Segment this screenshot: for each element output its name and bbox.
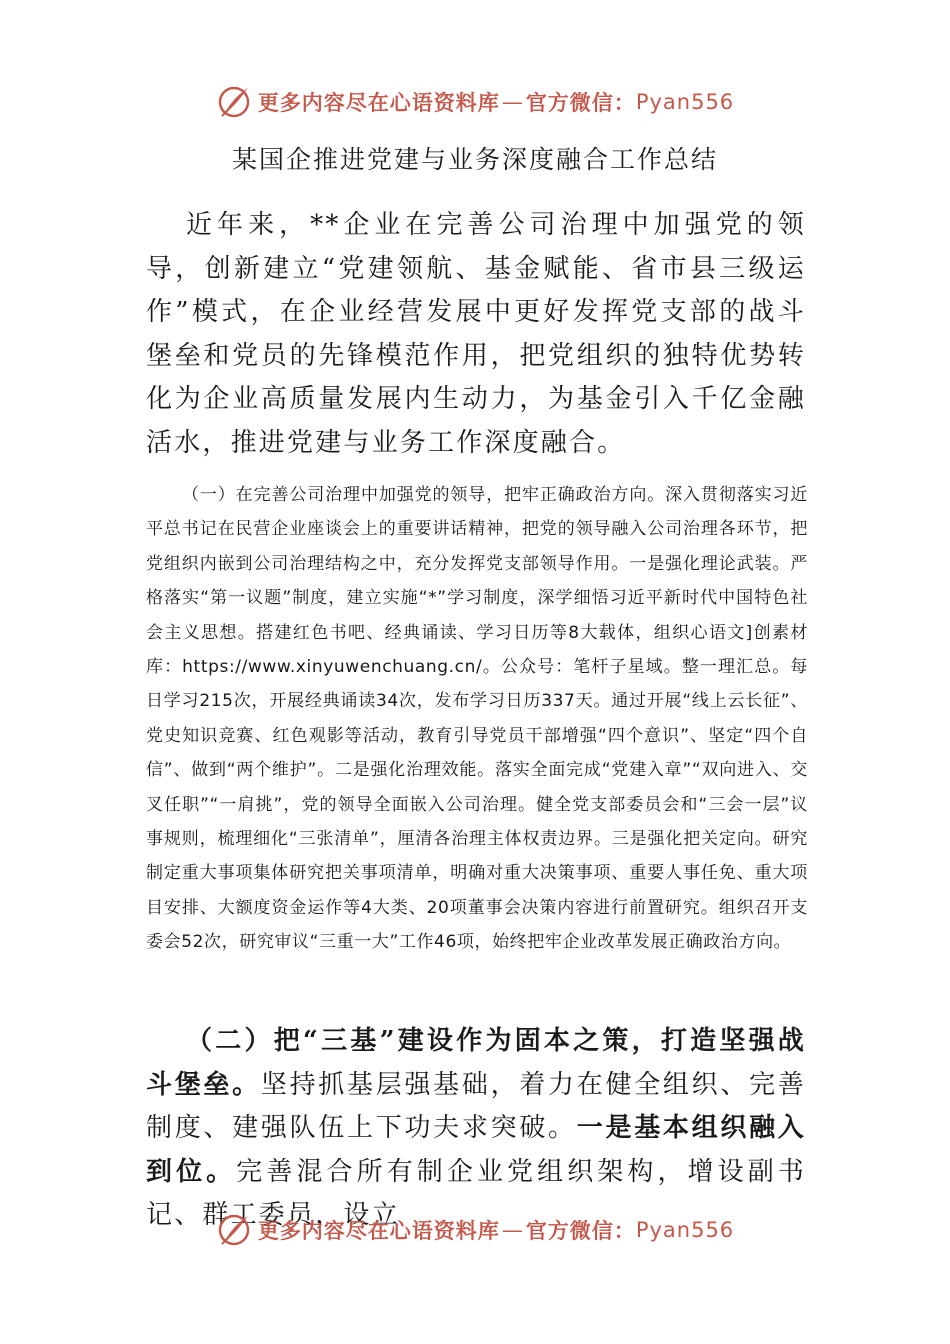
section-1-paragraph: （一）在完善公司治理中加强党的领导，把牢正确政治方向。深入贯彻落实习近平总书记在民营企业座谈会上的重要讲话精神，把党的领导融入公司治理各环节，把党组织内嵌到公司治理结构之中，充分发挥党支部领导作用。一是强化理论武装。严格落实“第一议题”制度，建立实施“*”学习制度，深学细悟习近平新时代中国特色社会主义思想。搭建红色书吧、经典诵读、学习日历等8大载体，组织心语文]创素材库：https://www.xinyuwenchuang.cn/。公众号：笔杆子星域。整一理汇总。每日学习215次，开展经典诵读34次，发布学习日历337天。通过开展“线上云长征”、党史知识竞赛、红色观影等活动，教育引导党员干部增强“四个意识”、坚定“四个自信”、做到“两个维护”。二是强化治理效能。落实全面完成“党建入章”“双向进入、交叉任职”“一肩挑”，党的领导全面嵌入公司治理。健全党支部委员会和“三会一层”议事规则，梳理细化“三张清单”，厘清各治理主体权责边界。三是强化把关定向。研究制定重大事项集体研究把关事项清单，明确对重大决策事项、重要人事任免、重大项目安排、大额度资金运作等4大类、20项董事会决策内容进行前置研究。组织召开支委会52次，研究审议“三重一大”工作46项，始终把牢企业改革发展正确政治方向。 — [146, 485, 808, 953]
quill-circle-icon — [216, 84, 252, 120]
section-2-heading: （二）把“三基”建设作为固本之策，打造坚强战斗堡垒。 — [146, 1026, 806, 1100]
watermark-account: Pyan556 — [635, 90, 735, 114]
section-2-subheading: 一是基本组织融入到位。 — [146, 1113, 806, 1187]
watermark-text: 更多内容尽在心语资料库 — [257, 1218, 500, 1243]
watermark-separator: — — [501, 1218, 524, 1242]
section-2-text-2: 完善混合所有制企业党组织架构，增设副书记、群工委员，设立 — [146, 1156, 806, 1230]
intro-paragraph: 近年来，**企业在完善公司治理中加强党的领导，创新建立“党建领航、基金赋能、省市县三级运作”模式，在企业经营发展中更好发挥党支部的战斗堡垒和党员的先锋模范作用，把党组织的独特优势转化为企业高质量发展内生动力，为基金引入千亿金融活水，推进党建与业务工作深度融合。 — [146, 210, 806, 458]
watermark-footer — [0, 1208, 950, 1252]
page-title: 某国企推进党建与业务深度融合工作总结 — [231, 145, 718, 174]
watermark-text: 更多内容尽在心语资料库 — [257, 90, 500, 115]
section-2-paragraph — [146, 1020, 806, 1238]
watermark-account: Pyan556 — [635, 1218, 735, 1242]
watermark-account-label: 官方微信： — [525, 1218, 636, 1243]
watermark-separator: — — [501, 90, 524, 114]
watermark-header — [0, 80, 950, 124]
section-2-text-1: 坚持抓基层强基础，着力在健全组织、完善制度、建强队伍上下功夫求突破。 — [146, 1069, 806, 1143]
quill-circle-icon — [216, 1212, 252, 1248]
watermark-account-label: 官方微信： — [525, 90, 636, 115]
